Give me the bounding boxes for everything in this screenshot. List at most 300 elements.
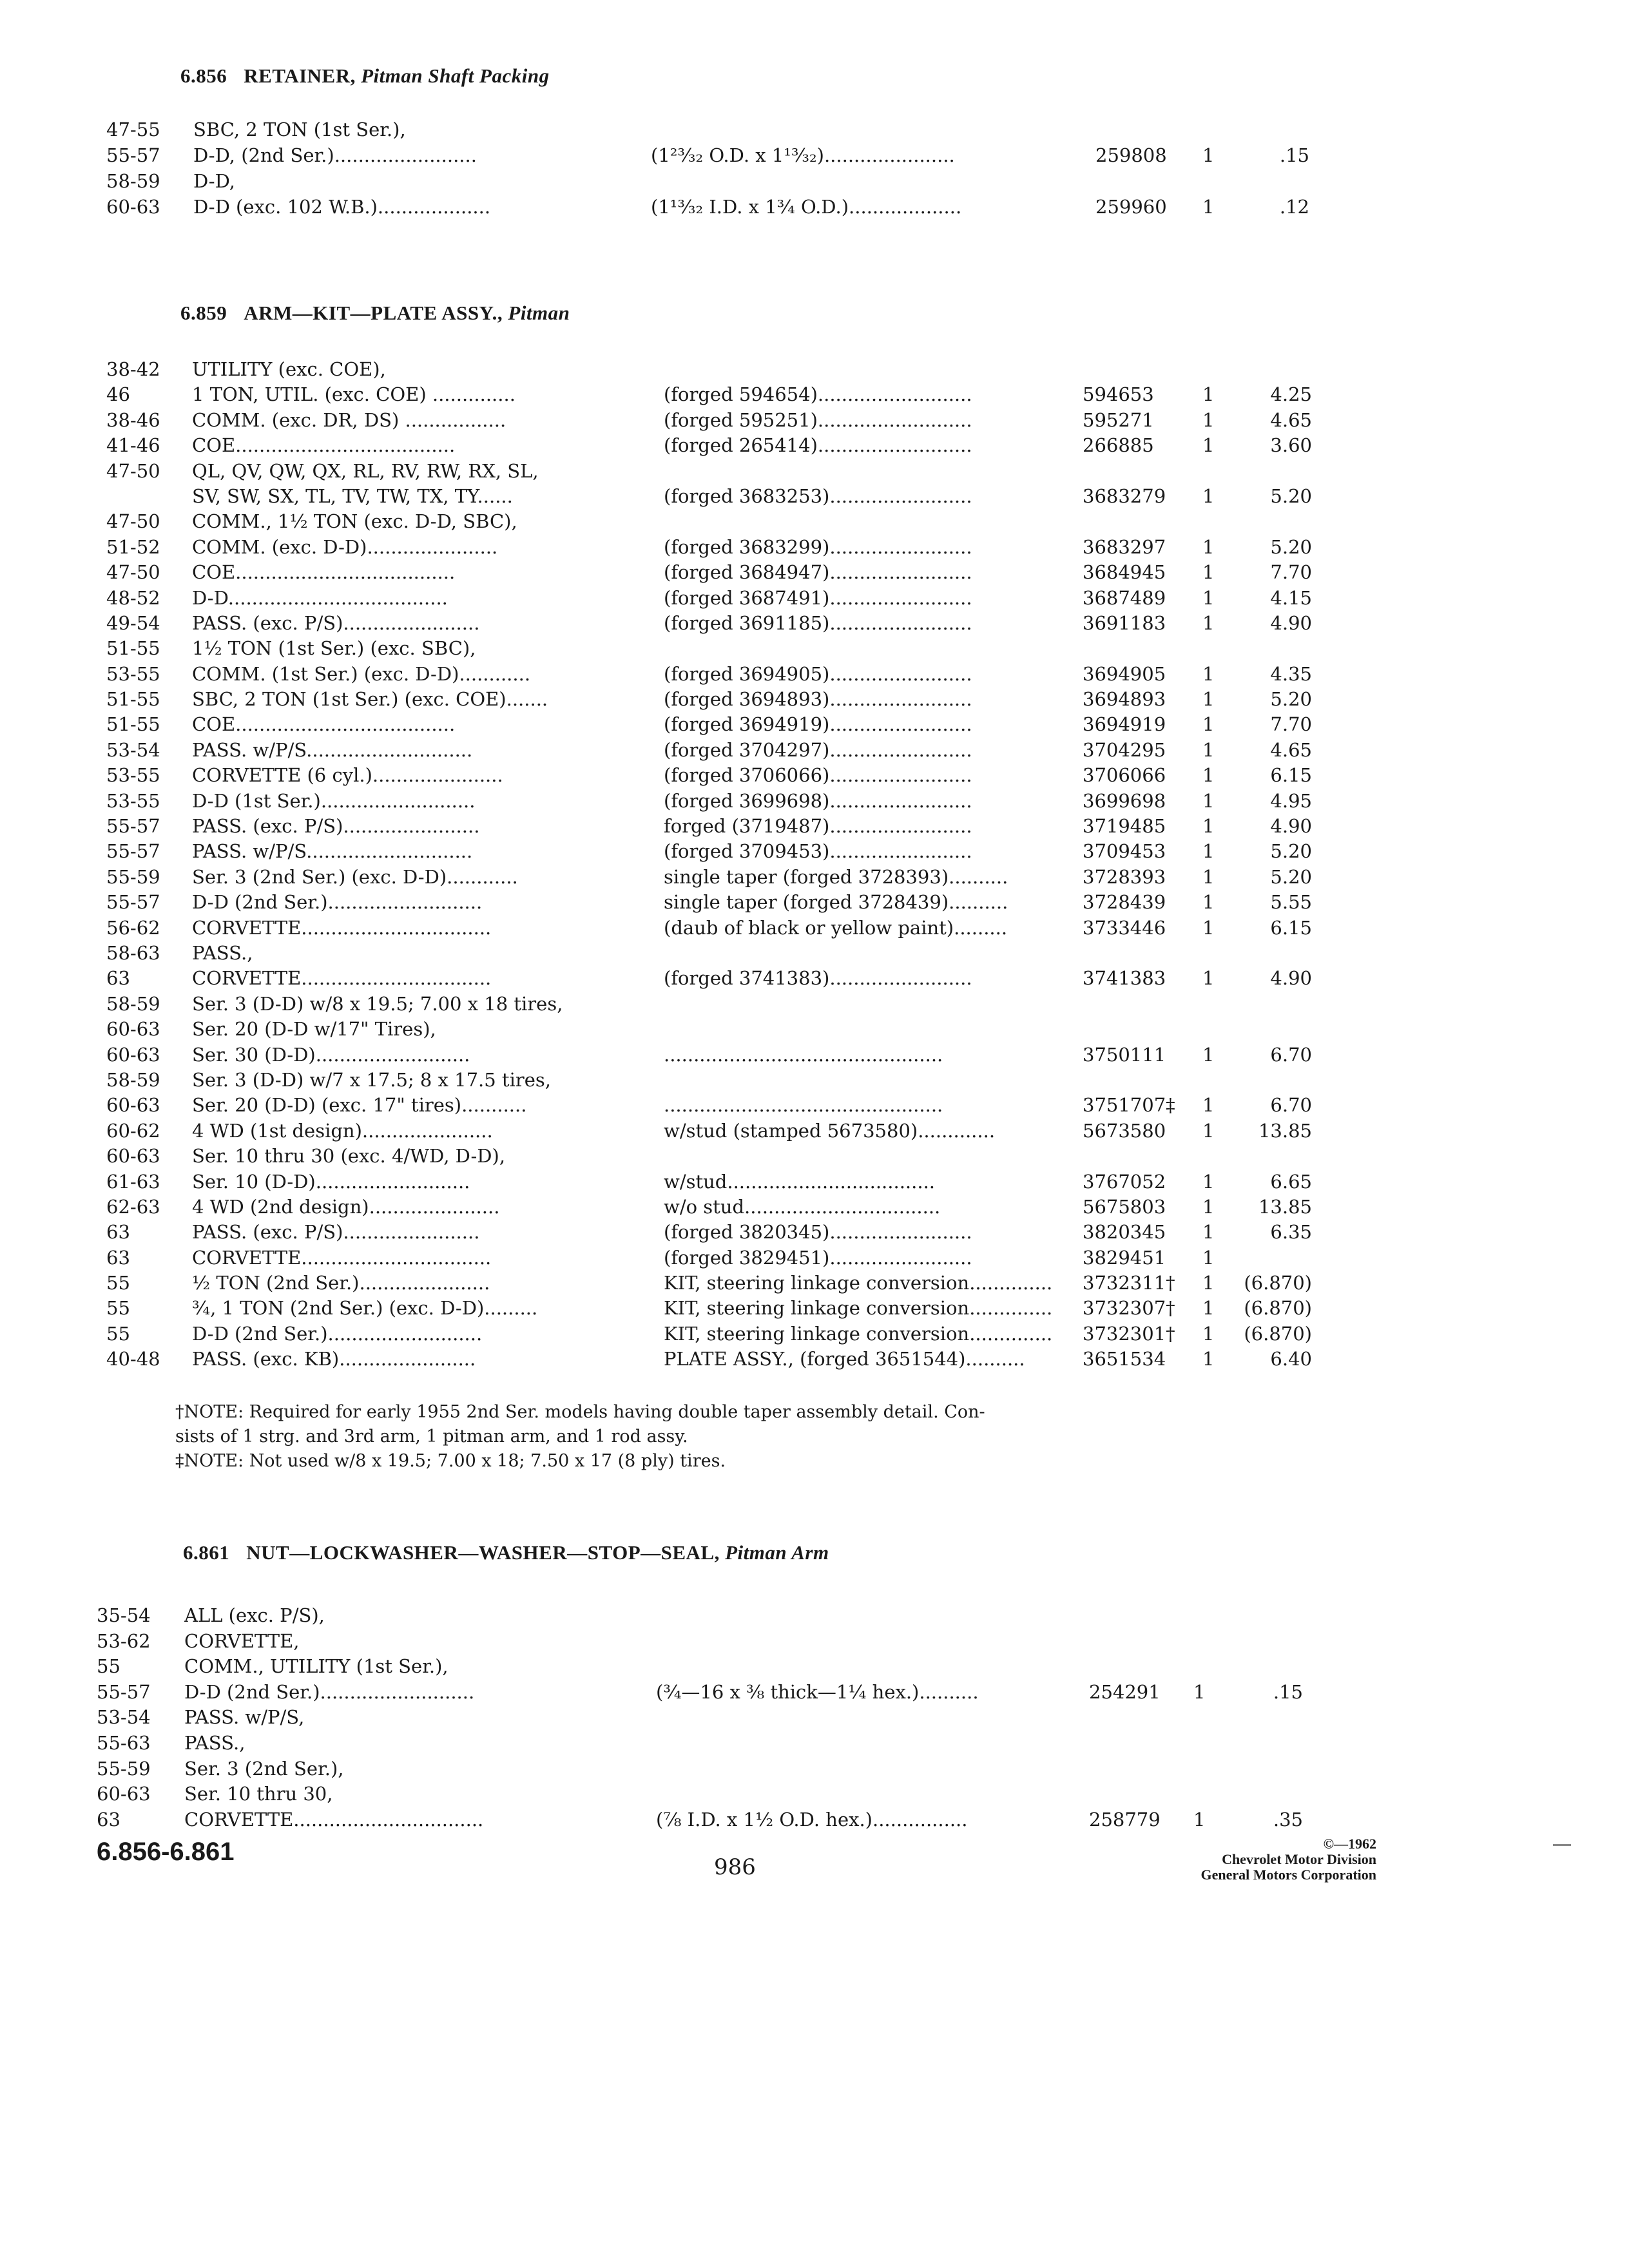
price: 5.20: [1270, 840, 1312, 863]
year-range: 60-63: [106, 1018, 160, 1041]
quantity: 1: [1202, 1221, 1215, 1244]
table-row: [0, 1196, 1629, 1221]
model-description: COMM., 1½ TON (exc. D-D, SBC),: [192, 510, 517, 533]
table-row: [0, 967, 1629, 992]
part-number: 254291: [1089, 1680, 1161, 1703]
year-range: 51-52: [106, 535, 160, 558]
year-range: 60-63: [106, 1145, 160, 1168]
part-description: (forged 3829451)........................: [664, 1246, 972, 1269]
part-number: 5675803: [1083, 1195, 1166, 1218]
model-description: 4 WD (1st design)......................: [192, 1119, 493, 1142]
price: 7.70: [1270, 561, 1312, 584]
part-description: (forged 3687491)........................: [664, 586, 972, 609]
parts-table: [0, 119, 1629, 222]
quantity: 1: [1202, 865, 1215, 888]
table-row: [0, 993, 1629, 1018]
year-range: 47-55: [106, 119, 160, 140]
model-description: ¾, 1 TON (2nd Ser.) (exc. D-D).........: [192, 1297, 538, 1320]
model-description: SV, SW, SX, TL, TV, TW, TX, TY......: [192, 485, 513, 507]
table-row: [0, 1094, 1629, 1119]
price: (6.870): [1244, 1297, 1312, 1320]
model-description: D-D (exc. 102 W.B.)...................: [193, 196, 491, 218]
quantity: 1: [1202, 764, 1215, 787]
section-title: ARM—KIT—PLATE ASSY.,: [244, 302, 503, 324]
model-description: 1 TON, UTIL. (exc. COE) ..............: [192, 383, 516, 406]
table-row: [0, 1171, 1629, 1196]
year-range: 55: [106, 1322, 130, 1345]
table-row: [0, 815, 1629, 840]
part-number: 266885: [1083, 434, 1154, 457]
price: 4.90: [1270, 967, 1312, 990]
quantity: 1: [1202, 408, 1215, 431]
price: 5.20: [1270, 535, 1312, 558]
price: (6.870): [1244, 1272, 1312, 1294]
year-range: 55: [97, 1655, 120, 1678]
table-row: [0, 840, 1629, 865]
price: 6.15: [1270, 916, 1312, 939]
table-row: [0, 1018, 1629, 1043]
part-number: 3820345: [1083, 1221, 1166, 1244]
year-range: 46: [106, 383, 130, 406]
model-description: COMM., UTILITY (1st Ser.),: [184, 1655, 448, 1678]
price: 4.95: [1270, 789, 1312, 812]
year-range: 58-63: [106, 941, 160, 964]
part-description: (forged 3741383)........................: [664, 967, 972, 990]
model-description: Ser. 10 (D-D)..........................: [192, 1170, 470, 1193]
table-row: [0, 942, 1629, 967]
part-number: 3684945: [1083, 561, 1166, 584]
part-description: w/o stud.................................: [664, 1195, 941, 1218]
table-row: [0, 1272, 1629, 1297]
quantity: 1: [1202, 1119, 1215, 1142]
part-number: 3704295: [1083, 738, 1166, 761]
table-row: [0, 119, 1629, 144]
table-row: [0, 612, 1629, 637]
year-range: 55-59: [106, 865, 160, 888]
quantity: 1: [1202, 1272, 1215, 1294]
quantity: 1: [1193, 1680, 1206, 1703]
quantity: 1: [1202, 1195, 1215, 1218]
margin-mark: [1553, 1844, 1571, 1846]
part-description: (¾—16 x ⅜ thick—1¼ hex.)..........: [656, 1680, 979, 1703]
part-description: (forged 3820345)........................: [664, 1221, 972, 1244]
model-description: 4 WD (2nd design)......................: [192, 1195, 500, 1218]
part-number: 3694893: [1083, 688, 1166, 711]
part-number: 3683279: [1083, 485, 1166, 507]
copyright-year: ©—1962: [1323, 1836, 1376, 1852]
table-row: [0, 1221, 1629, 1246]
part-number: 3683297: [1083, 535, 1166, 558]
quantity: 1: [1202, 561, 1215, 584]
year-range: 53-55: [106, 662, 160, 685]
table-row: [0, 663, 1629, 688]
year-range: 56-62: [106, 916, 160, 939]
quantity: 1: [1202, 662, 1215, 685]
corporation-name: General Motors Corporation: [1200, 1867, 1376, 1883]
price: 6.70: [1270, 1094, 1312, 1117]
price: 4.90: [1270, 611, 1312, 634]
section-subtitle: Pitman Shaft Packing: [361, 64, 550, 87]
table-row: [0, 144, 1629, 170]
model-description: COMM. (exc. D-D)......................: [192, 535, 498, 558]
price: 6.70: [1270, 1043, 1312, 1066]
quantity: 1: [1202, 815, 1215, 838]
part-description: (⅞ I.D. x 1½ O.D. hex.)................: [656, 1808, 968, 1831]
table-row: [0, 1069, 1629, 1094]
model-description: D-D (2nd Ser.)..........................: [184, 1680, 475, 1703]
part-number: 3829451: [1083, 1246, 1166, 1269]
table-row: [0, 1247, 1629, 1272]
model-description: PASS. (exc. P/S).......................: [192, 611, 480, 634]
model-description: Ser. 10 thru 30 (exc. 4/WD, D-D),: [192, 1145, 506, 1168]
model-description: CORVETTE................................: [192, 916, 492, 939]
model-description: CORVETTE................................: [192, 967, 492, 990]
quantity: 1: [1202, 383, 1215, 406]
table-row: [0, 917, 1629, 942]
part-number: 3719485: [1083, 815, 1166, 838]
table-row: [0, 1120, 1629, 1145]
year-range: 53-54: [97, 1706, 151, 1729]
model-description: PASS. (exc. P/S).......................: [192, 1221, 480, 1244]
model-description: D-D (1st Ser.)..........................: [192, 789, 476, 812]
note-line: †NOTE: Required for early 1955 2nd Ser. models having double taper assembly detail. Con-: [175, 1402, 985, 1422]
part-description: (forged 3691185)........................: [664, 611, 972, 634]
part-description: w/stud...................................: [664, 1170, 936, 1193]
quantity: 1: [1202, 1043, 1215, 1066]
part-description: (forged 3694905)........................: [664, 662, 972, 685]
note-line: ‡NOTE: Not used w/8 x 19.5; 7.00 x 18; 7.50 x 17 (8 ply) tires.: [175, 1451, 726, 1471]
quantity: 1: [1202, 789, 1215, 812]
table-row: [0, 485, 1629, 510]
table-row: [0, 1758, 1629, 1783]
model-description: PASS.,: [184, 1731, 246, 1754]
part-number: 3694905: [1083, 662, 1166, 685]
model-description: D-D (2nd Ser.)..........................: [192, 891, 483, 914]
quantity: 1: [1202, 434, 1215, 457]
page-number: 986: [714, 1854, 756, 1880]
part-number: 258779: [1089, 1808, 1161, 1831]
table-row: [0, 891, 1629, 916]
part-number: 594653: [1083, 383, 1154, 406]
year-range: 60-63: [97, 1783, 151, 1805]
quantity: 1: [1202, 1170, 1215, 1193]
model-description: 1½ TON (1st Ser.) (exc. SBC),: [192, 637, 476, 660]
notes: [175, 1402, 985, 1475]
model-description: COE.....................................: [192, 434, 456, 457]
model-description: PASS. w/P/S,: [184, 1706, 305, 1729]
model-description: PASS. w/P/S............................: [192, 738, 473, 761]
table-row: [0, 764, 1629, 789]
price: 6.35: [1270, 1221, 1312, 1244]
model-description: QL, QV, QW, QX, RL, RV, RW, RX, SL,: [192, 459, 539, 482]
table-row: [0, 561, 1629, 586]
part-number: 3732311†: [1083, 1272, 1175, 1294]
part-description: (forged 3704297)........................: [664, 738, 972, 761]
part-number: 3732301†: [1083, 1322, 1175, 1345]
price: 5.20: [1270, 865, 1312, 888]
part-number: 3651534: [1083, 1348, 1166, 1370]
part-number: 3751707‡: [1083, 1094, 1175, 1117]
price: 6.15: [1270, 764, 1312, 787]
model-description: Ser. 3 (D-D) w/7 x 17.5; 8 x 17.5 tires,: [192, 1068, 551, 1091]
year-range: 55-57: [106, 815, 160, 838]
year-range: 60-63: [106, 1094, 160, 1117]
year-range: 55: [106, 1272, 130, 1294]
table-row: [0, 510, 1629, 535]
price: 6.65: [1270, 1170, 1312, 1193]
model-description: CORVETTE................................: [184, 1808, 484, 1831]
copyright-block: [1201, 1836, 1377, 1883]
year-range: 63: [106, 1221, 130, 1244]
part-description: w/stud (stamped 5673580).............: [664, 1119, 996, 1142]
model-description: CORVETTE,: [184, 1629, 300, 1652]
table-row: [0, 1655, 1629, 1681]
part-number: 3728393: [1083, 865, 1166, 888]
part-description: ...............................................: [664, 1094, 943, 1117]
part-description: (forged 595251)..........................: [664, 408, 972, 431]
price: .15: [1279, 144, 1309, 166]
section-subtitle: Pitman Arm: [725, 1541, 829, 1564]
model-description: PASS. (exc. KB).......................: [192, 1348, 476, 1370]
quantity: 1: [1193, 1808, 1206, 1831]
year-range: 51-55: [106, 637, 160, 660]
section-number: 6.859: [180, 302, 227, 324]
part-description: (1²³⁄₃₂ O.D. x 1¹³⁄₃₂)......................: [651, 144, 955, 166]
model-description: PASS. (exc. P/S).......................: [192, 815, 480, 838]
model-description: COE.....................................: [192, 713, 456, 736]
model-description: COMM. (exc. DR, DS) .................: [192, 408, 506, 431]
year-range: 55-57: [106, 144, 160, 166]
quantity: 1: [1202, 916, 1215, 939]
year-range: 49-54: [106, 611, 160, 634]
part-description: (forged 3684947)........................: [664, 561, 972, 584]
section-heading: [183, 1541, 829, 1564]
model-description: Ser. 3 (D-D) w/8 x 19.5; 7.00 x 18 tires,: [192, 992, 563, 1015]
division-name: Chevrolet Motor Division: [1222, 1851, 1376, 1867]
year-range: 60-62: [106, 1119, 160, 1142]
quantity: 1: [1202, 196, 1215, 218]
part-description: (forged 3706066)........................: [664, 764, 972, 787]
section-title: RETAINER,: [244, 64, 356, 87]
model-description: SBC, 2 TON (1st Ser.),: [193, 119, 406, 140]
quantity: 1: [1202, 1348, 1215, 1370]
table-row: [0, 739, 1629, 764]
price: 7.70: [1270, 713, 1312, 736]
year-range: 51-55: [106, 713, 160, 736]
table-row: [0, 688, 1629, 713]
year-range: 51-55: [106, 688, 160, 711]
table-row: [0, 713, 1629, 738]
quantity: 1: [1202, 586, 1215, 609]
model-description: SBC, 2 TON (1st Ser.) (exc. COE).......: [192, 688, 548, 711]
year-range: 35-54: [97, 1604, 151, 1626]
table-row: [0, 434, 1629, 459]
part-description: KIT, steering linkage conversion..............: [664, 1297, 1053, 1320]
year-range: 60-63: [106, 1043, 160, 1066]
part-description: (forged 3694919)........................: [664, 713, 972, 736]
part-number: 3767052: [1083, 1170, 1166, 1193]
table-row: [0, 1323, 1629, 1348]
model-description: CORVETTE................................: [192, 1246, 492, 1269]
part-number: 595271: [1083, 408, 1154, 431]
part-number: 259960: [1095, 196, 1167, 218]
quantity: 1: [1202, 485, 1215, 507]
part-number: 3750111: [1083, 1043, 1166, 1066]
year-range: 40-48: [106, 1348, 160, 1370]
section-number: 6.861: [183, 1541, 230, 1564]
part-number: 3699698: [1083, 789, 1166, 812]
year-range: 63: [106, 967, 130, 990]
table-row: [0, 196, 1629, 222]
table-row: [0, 637, 1629, 662]
year-range: 47-50: [106, 459, 160, 482]
year-range: 38-46: [106, 408, 160, 431]
part-number: 3691183: [1083, 611, 1166, 634]
part-description: (forged 3709453)........................: [664, 840, 972, 863]
year-range: 53-54: [106, 738, 160, 761]
year-range: 55-57: [106, 891, 160, 914]
table-row: [0, 1604, 1629, 1630]
parts-table: [0, 358, 1629, 1374]
part-description: (forged 3683253)........................: [664, 485, 972, 507]
price: 6.40: [1270, 1348, 1312, 1370]
price: .12: [1279, 196, 1309, 218]
table-row: [0, 1630, 1629, 1656]
quantity: 1: [1202, 967, 1215, 990]
part-description: (1¹³⁄₃₂ I.D. x 1³⁄₄ O.D.)...................: [651, 196, 962, 218]
quantity: 1: [1202, 738, 1215, 761]
table-row: [0, 460, 1629, 485]
page-range-code: 6.856-6.861: [97, 1838, 235, 1866]
model-description: Ser. 3 (2nd Ser.),: [184, 1757, 344, 1780]
year-range: 58-59: [106, 1068, 160, 1091]
table-row: [0, 1783, 1629, 1809]
price: 4.15: [1270, 586, 1312, 609]
year-range: 53-62: [97, 1629, 151, 1652]
year-range: 63: [97, 1808, 120, 1831]
note-line: sists of 1 strg. and 3rd arm, 1 pitman arm, and 1 rod assy.: [175, 1427, 688, 1446]
year-range: 53-55: [106, 764, 160, 787]
part-number: 259808: [1095, 144, 1167, 166]
part-number: 3709453: [1083, 840, 1166, 863]
section-heading: [180, 64, 550, 88]
table-row: [0, 1145, 1629, 1170]
year-range: 58-59: [106, 170, 160, 192]
quantity: 1: [1202, 688, 1215, 711]
quantity: 1: [1202, 1246, 1215, 1269]
table-row: [0, 1732, 1629, 1758]
table-row: [0, 587, 1629, 612]
year-range: 48-52: [106, 586, 160, 609]
model-description: ½ TON (2nd Ser.)......................: [192, 1272, 490, 1294]
section-heading: [180, 302, 570, 325]
year-range: 61-63: [106, 1170, 160, 1193]
quantity: 1: [1202, 1094, 1215, 1117]
part-description: PLATE ASSY., (forged 3651544)..........: [664, 1348, 1025, 1370]
part-description: KIT, steering linkage conversion..............: [664, 1322, 1053, 1345]
model-description: D-D.....................................: [192, 586, 448, 609]
model-description: D-D, (2nd Ser.)........................: [193, 144, 477, 166]
model-description: CORVETTE (6 cyl.)......................: [192, 764, 503, 787]
part-description: KIT, steering linkage conversion..............: [664, 1272, 1053, 1294]
price: .35: [1273, 1808, 1303, 1831]
price: 4.35: [1270, 662, 1312, 685]
quantity: 1: [1202, 713, 1215, 736]
quantity: 1: [1202, 535, 1215, 558]
part-number: 5673580: [1083, 1119, 1166, 1142]
part-description: (forged 594654)..........................: [664, 383, 972, 406]
table-row: [0, 1706, 1629, 1732]
year-range: 53-55: [106, 789, 160, 812]
price: 5.20: [1270, 485, 1312, 507]
price: 13.85: [1258, 1195, 1312, 1218]
price: 5.20: [1270, 688, 1312, 711]
table-row: [0, 1348, 1629, 1373]
year-range: 47-50: [106, 561, 160, 584]
quantity: 1: [1202, 144, 1215, 166]
price: (6.870): [1244, 1322, 1312, 1345]
year-range: 63: [106, 1246, 130, 1269]
price: 4.65: [1270, 408, 1312, 431]
model-description: PASS.,: [192, 941, 253, 964]
year-range: 55-57: [97, 1680, 151, 1703]
table-row: [0, 1297, 1629, 1322]
parts-table: [0, 1604, 1629, 1834]
model-description: Ser. 20 (D-D w/17" Tires),: [192, 1018, 436, 1041]
table-row: [0, 358, 1629, 383]
year-range: 60-63: [106, 196, 160, 218]
part-description: forged (3719487)........................: [664, 815, 972, 838]
part-description: single taper (forged 3728393)..........: [664, 865, 1008, 888]
price: 4.65: [1270, 738, 1312, 761]
part-number: 3687489: [1083, 586, 1166, 609]
model-description: D-D (2nd Ser.)..........................: [192, 1322, 483, 1345]
year-range: 38-42: [106, 358, 160, 380]
table-row: [0, 1044, 1629, 1069]
part-number: 3732307†: [1083, 1297, 1175, 1320]
quantity: 1: [1202, 1297, 1215, 1320]
model-description: COMM. (1st Ser.) (exc. D-D)............: [192, 662, 531, 685]
price: 4.25: [1270, 383, 1312, 406]
part-description: (forged 3683299)........................: [664, 535, 972, 558]
table-row: [0, 383, 1629, 408]
part-number: 3706066: [1083, 764, 1166, 787]
table-row: [0, 1809, 1629, 1834]
model-description: D-D,: [193, 170, 236, 192]
price: 5.55: [1270, 891, 1312, 914]
model-description: PASS. w/P/S............................: [192, 840, 473, 863]
part-description: (forged 3699698)........................: [664, 789, 972, 812]
table-row: [0, 170, 1629, 196]
price: .15: [1273, 1680, 1303, 1703]
year-range: 55-59: [97, 1757, 151, 1780]
model-description: ALL (exc. P/S),: [184, 1604, 325, 1626]
section-number: 6.856: [180, 64, 227, 87]
model-description: Ser. 30 (D-D)..........................: [192, 1043, 470, 1066]
quantity: 1: [1202, 840, 1215, 863]
part-number: 3728439: [1083, 891, 1166, 914]
quantity: 1: [1202, 891, 1215, 914]
year-range: 58-59: [106, 992, 160, 1015]
table-row: [0, 866, 1629, 891]
year-range: 55-63: [97, 1731, 151, 1754]
part-description: single taper (forged 3728439)..........: [664, 891, 1008, 914]
section-subtitle: Pitman: [508, 302, 570, 324]
model-description: Ser. 20 (D-D) (exc. 17" tires)...........: [192, 1094, 527, 1117]
part-description: (daub of black or yellow paint).........: [664, 916, 1008, 939]
year-range: 55: [106, 1297, 130, 1320]
model-description: UTILITY (exc. COE),: [192, 358, 386, 380]
